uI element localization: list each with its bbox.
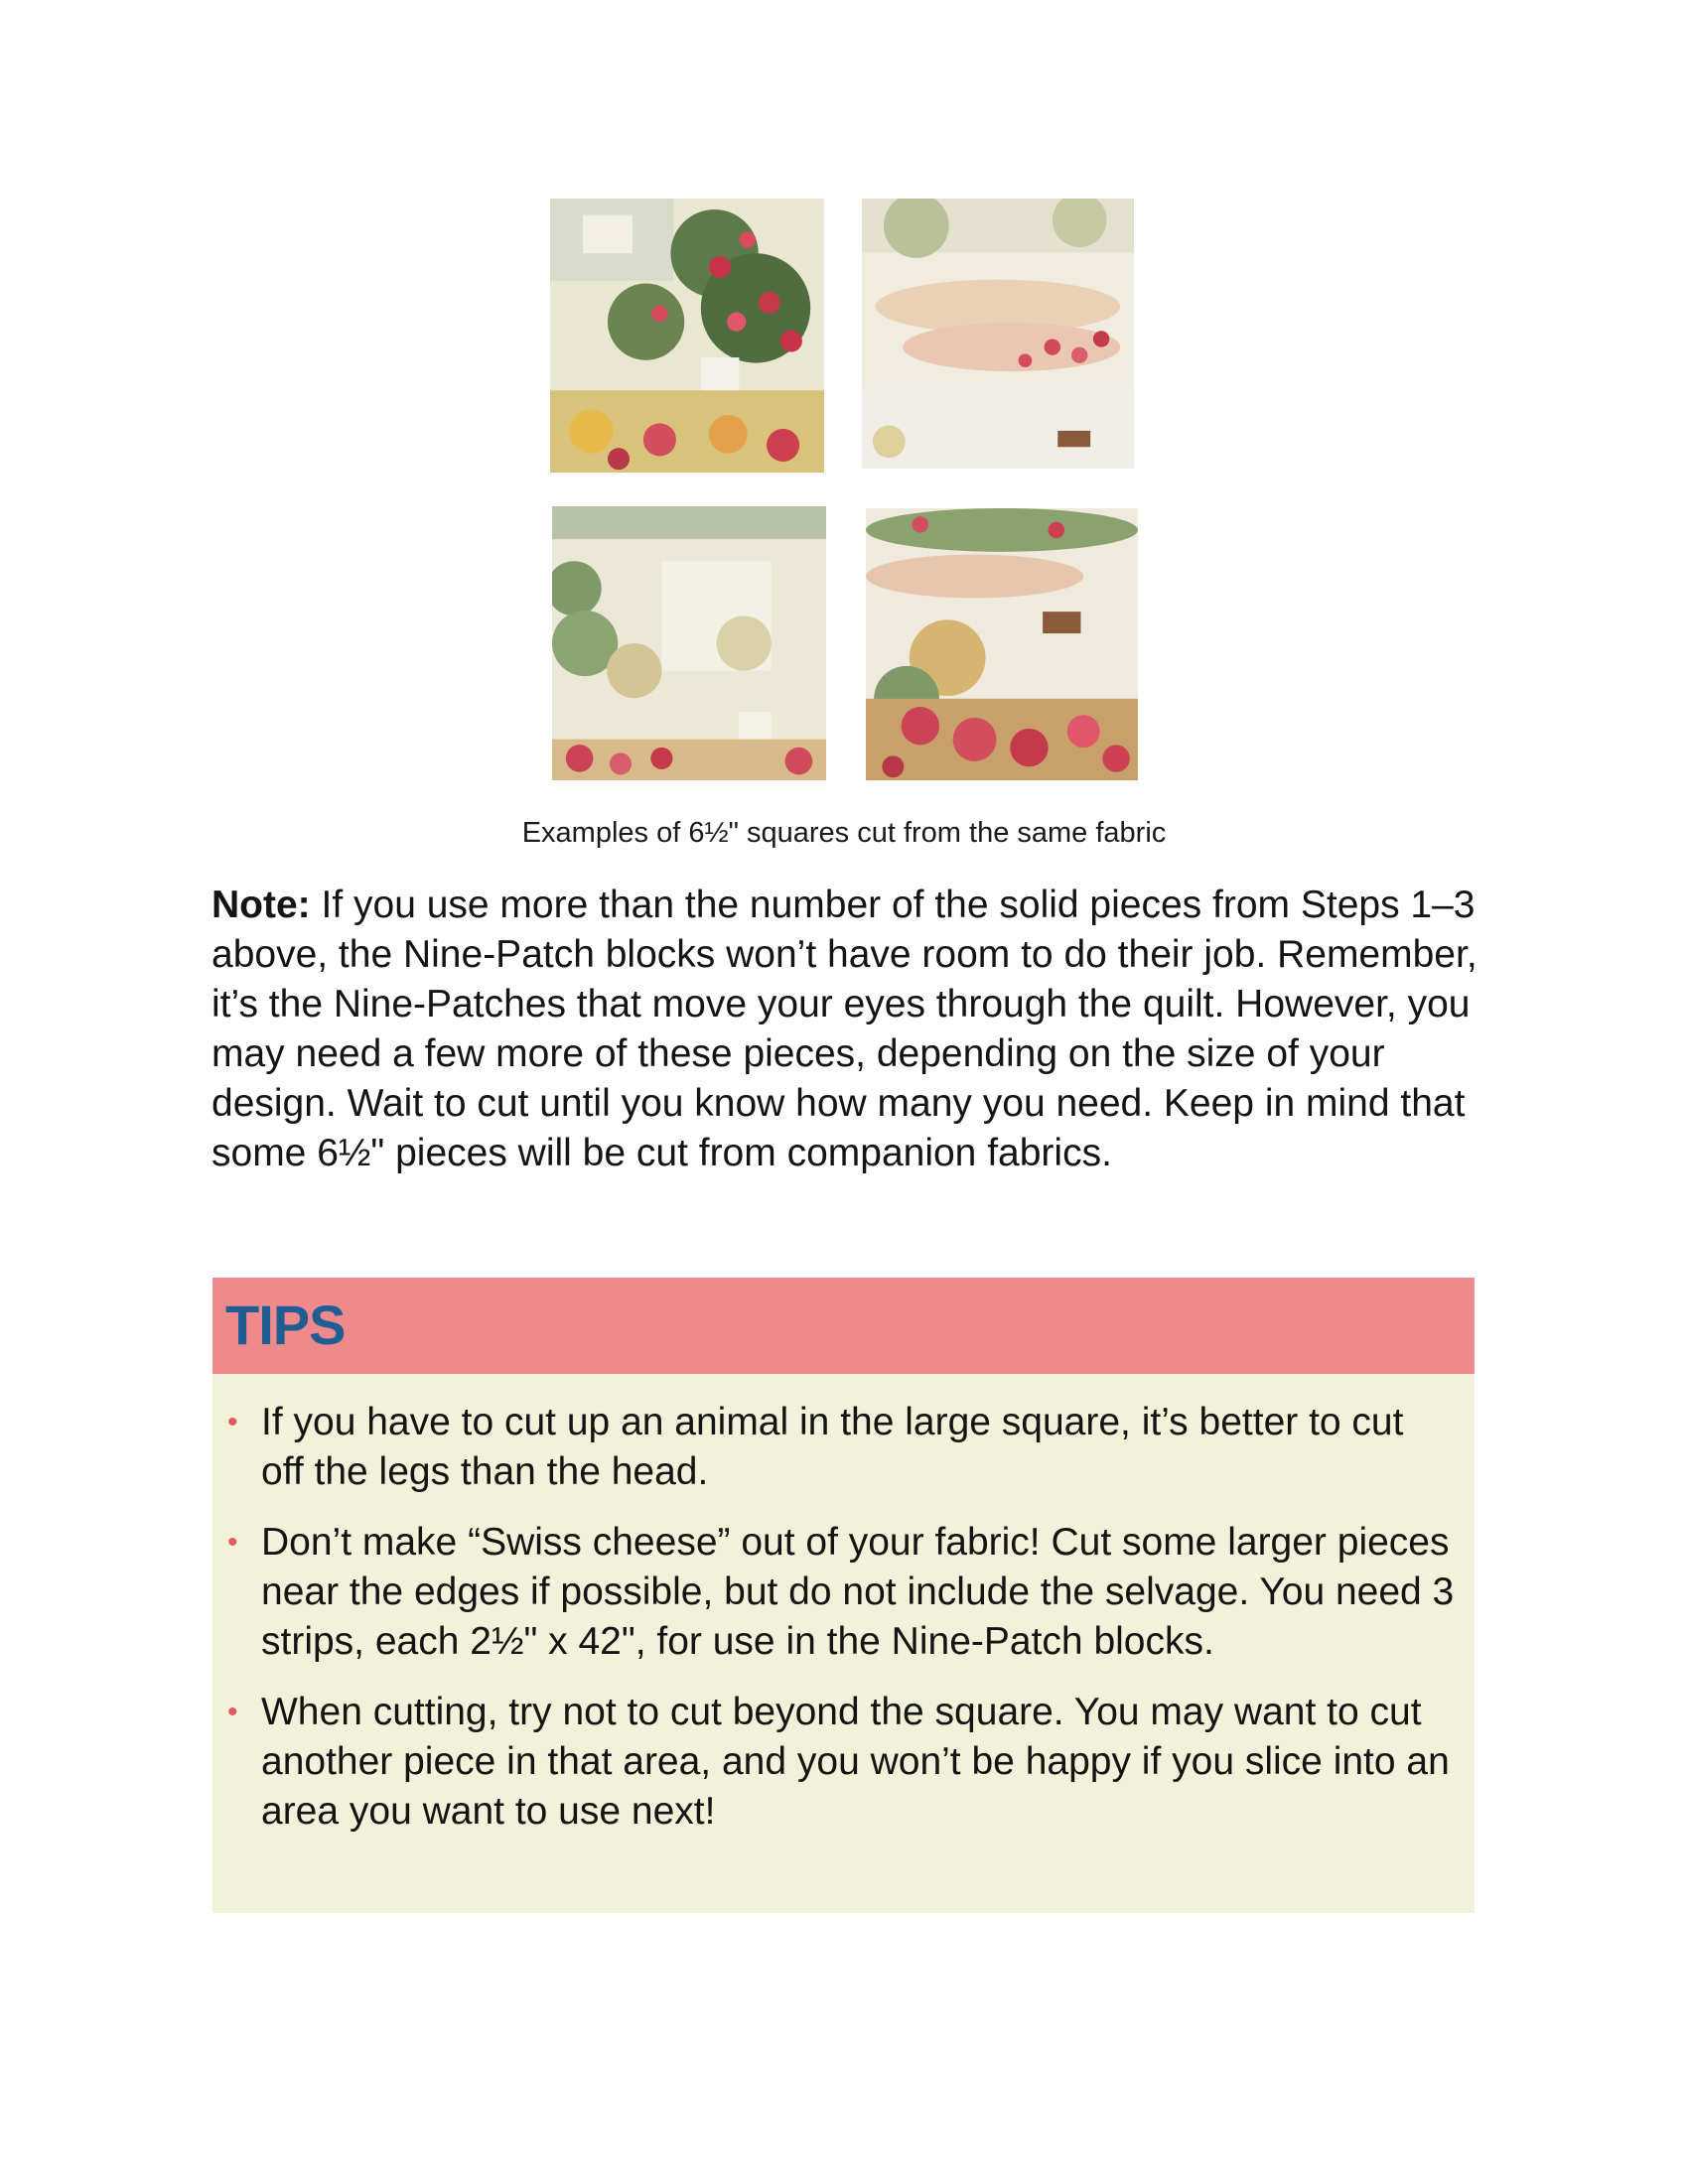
- bullet-icon: •: [227, 1696, 238, 1728]
- tips-title: TIPS: [225, 1294, 346, 1356]
- note-paragraph: [211, 881, 1492, 1178]
- tip-text: If you have to cut up an animal in the large square, it’s better to cut off the legs than the head.: [261, 1401, 1404, 1493]
- fabric-swatch-grid: [548, 197, 1144, 782]
- tip-item: [212, 1688, 1475, 1837]
- tip-text: When cutting, try not to cut beyond the square. You may want to cut another piece in that area, and you won’t be happy if you slice into an area you want to use next!: [261, 1691, 1450, 1833]
- fabric-square-2: [862, 199, 1134, 469]
- note-label: Note:: [211, 884, 311, 926]
- tips-list: [212, 1398, 1475, 1857]
- tip-text: Don’t make “Swiss cheese” out of your fabric! Cut some larger pieces near the edges if possible, but do not include the selvage. You need 3 strips, each 2½" x 42", for use in the Nine-Patch blocks.: [261, 1521, 1455, 1663]
- note-text: If you use more than the number of the solid pieces from Steps 1–3 above, the Nine-Patch blocks won’t have room to do their job. Remember, it’s the Nine-Patches that move your eyes through the quilt. However, you may need a few more of these pieces, depending on the size of your design. Wait to cut until you know how many you need. Keep in mind that some 6½" pieces will be cut from companion fabrics.: [211, 884, 1477, 1174]
- fabric-square-3: [552, 506, 826, 780]
- tips-box: [212, 1278, 1475, 1913]
- fabric-square-1: [550, 199, 824, 473]
- figure-caption: Examples of 6½" squares cut from the same fabric: [521, 817, 1167, 849]
- tip-item: [212, 1518, 1475, 1667]
- tips-header: [212, 1278, 1475, 1374]
- bullet-icon: •: [227, 1526, 238, 1559]
- tip-item: [212, 1398, 1475, 1497]
- bullet-icon: •: [227, 1406, 238, 1438]
- fabric-square-4: [866, 508, 1138, 780]
